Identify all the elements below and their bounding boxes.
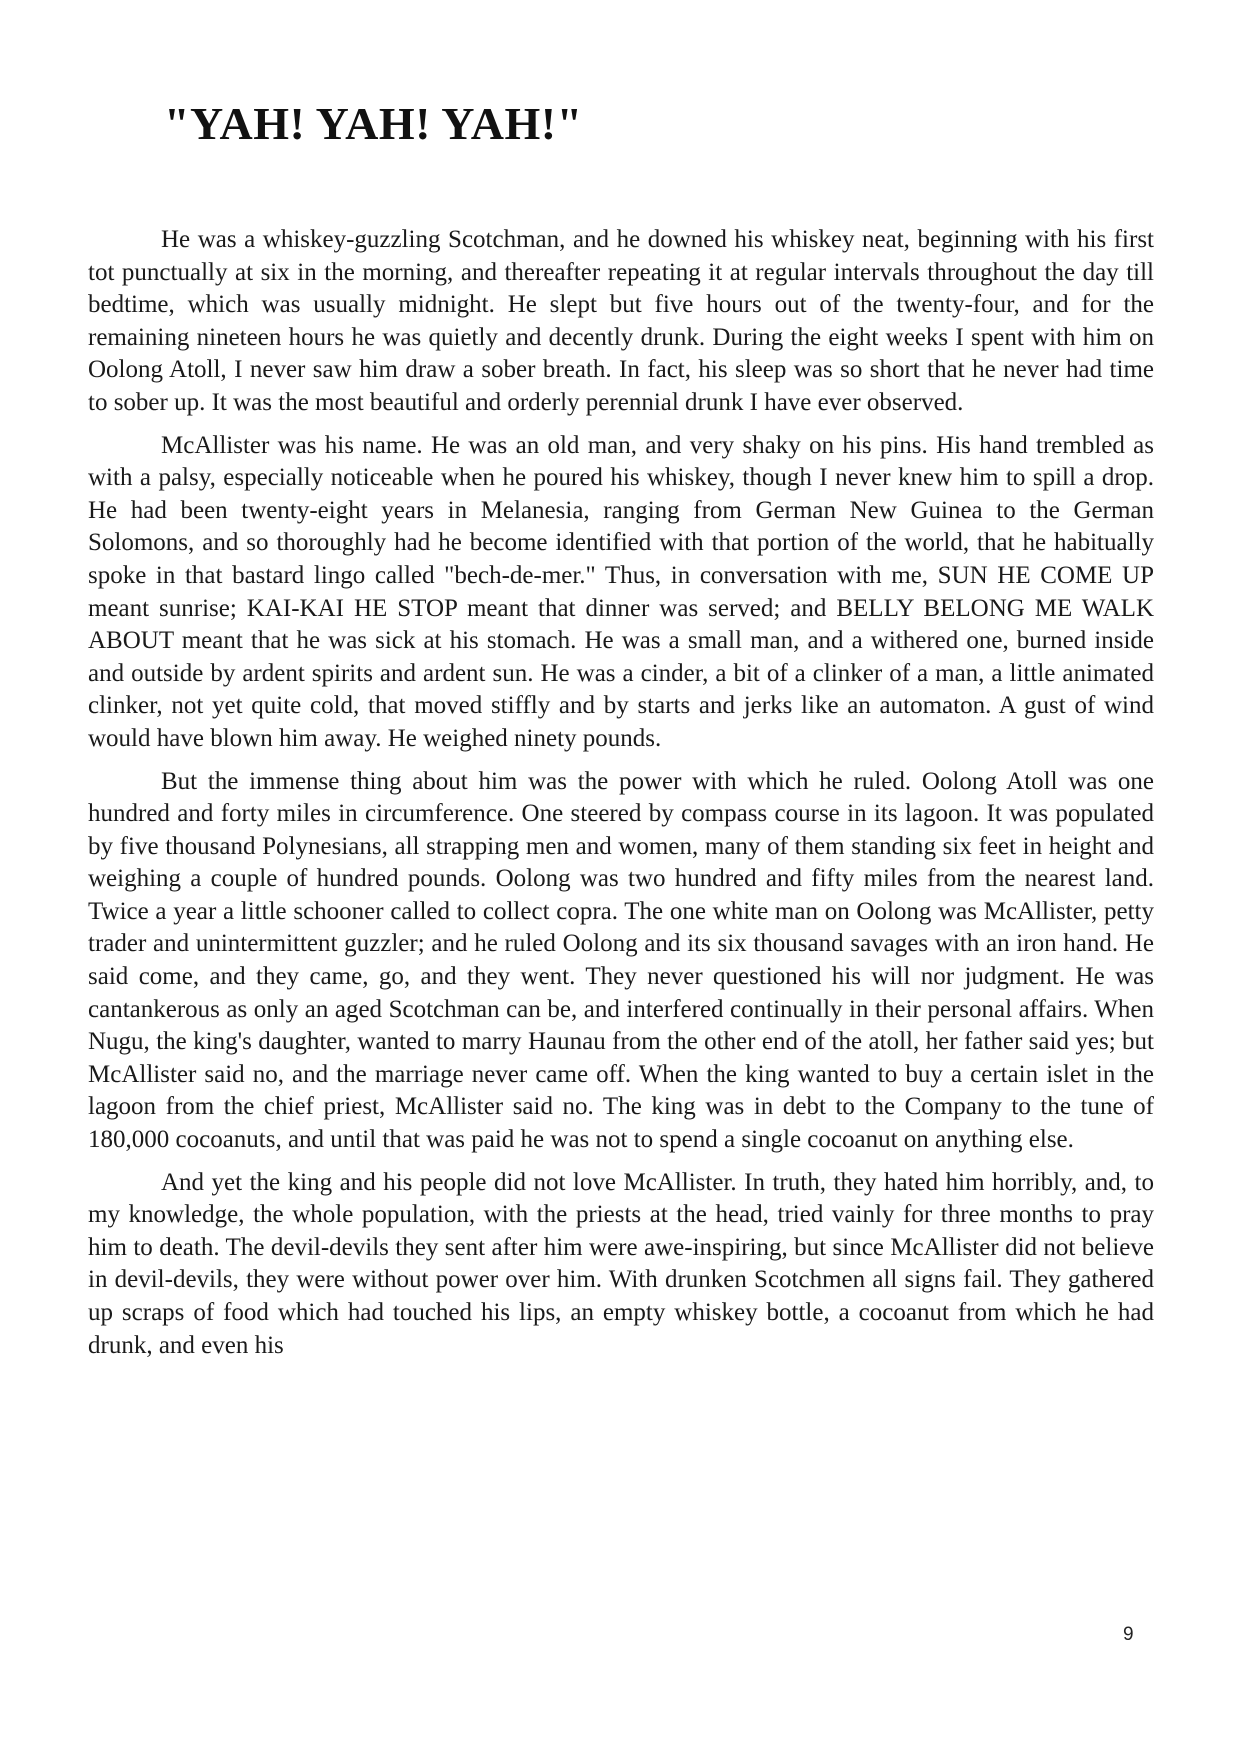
paragraph: And yet the king and his people did not love McAllister. In truth, they hated him horribly, and, to my knowledge, the whole population, with the priests at the head, tried vainly for three months to pray him to death. The devil-devils they sent after him were awe-inspiring, but since McAllister did not believe in devil-devils, they were without power over him. With drunken Scotchmen all signs fail. They gathered up scraps of food which had touched his lips, an empty whiskey bottle, a cocoanut from which he had drunk, and even his [88,1168,1154,1359]
paragraph: But the immense thing about him was the power with which he ruled. Oolong Atoll was one hundred and forty miles in circumference. One steered by compass course in its lagoon. It was populated by five thousand Polynesians, all strapping men and women, many of them standing six feet in height and weighing a couple of hundred pounds. Oolong was two hundred and fifty miles from the nearest land. Twice a year a little schooner called to collect copra. The one white man on Oolong was McAllister, petty trader and unintermittent guzzler; and he ruled Oolong and its six thousand savages with an iron hand. He said come, and they came, go, and they went. They never questioned his will nor judgment. He was cantankerous as only an aged Scotchman can be, and interfered continually in their personal affairs. When Nugu, the king's daughter, wanted to marry Haunau from the other end of the atoll, her father said yes; but McAllister said no, and the marriage never came off. When the king wanted to buy a certain islet in the lagoon from the chief priest, McAllister said no. The king was in debt to the Company to the tune of 180,000 cocoanuts, and until that was paid he was not to spend a single cocoanut on anything else. [88,767,1154,1154]
chapter-title: "YAH! YAH! YAH!" [164,98,583,149]
paragraph: McAllister was his name. He was an old man, and very shaky on his pins. His hand trembled as with a palsy, especially noticeable when he poured his whiskey, though I never knew him to spill a drop. He had been twenty-eight years in Melanesia, ranging from German New Guinea to the German Solomons, and so thoroughly had he become identified with that portion of the world, that he habitually spoke in that bastard lingo called "bech-de-mer." Thus, in conversation with me, SUN HE COME UP meant sunrise; KAI-KAI HE STOP meant that dinner was served; and BELLY BELONG ME WALK ABOUT meant that he was sick at his stomach. He was a small man, and a withered one, burned inside and outside by ardent spirits and ardent sun. He was a cinder, a bit of a clinker of a man, a little animated clinker, not yet quite cold, that moved stiffly and by starts and jerks like an automaton. A gust of wind would have blown him away. He weighed ninety pounds. [88,431,1154,752]
page-number: 9 [1123,1624,1134,1645]
paragraph: He was a whiskey-guzzling Scotchman, and he downed his whiskey neat, beginning with his first tot punctually at six in the morning, and thereafter repeating it at regular intervals throughout the day till bedtime, which was usually midnight. He slept but five hours out of the twenty-four, and for the remaining nineteen hours he was quietly and decently drunk. During the eight weeks I spent with him on Oolong Atoll, I never saw him draw a sober breath. In fact, his sleep was so short that he never had time to sober up. It was the most beautiful and orderly perennial drunk I have ever observed. [88,226,1154,416]
body-text [88,224,1154,1362]
